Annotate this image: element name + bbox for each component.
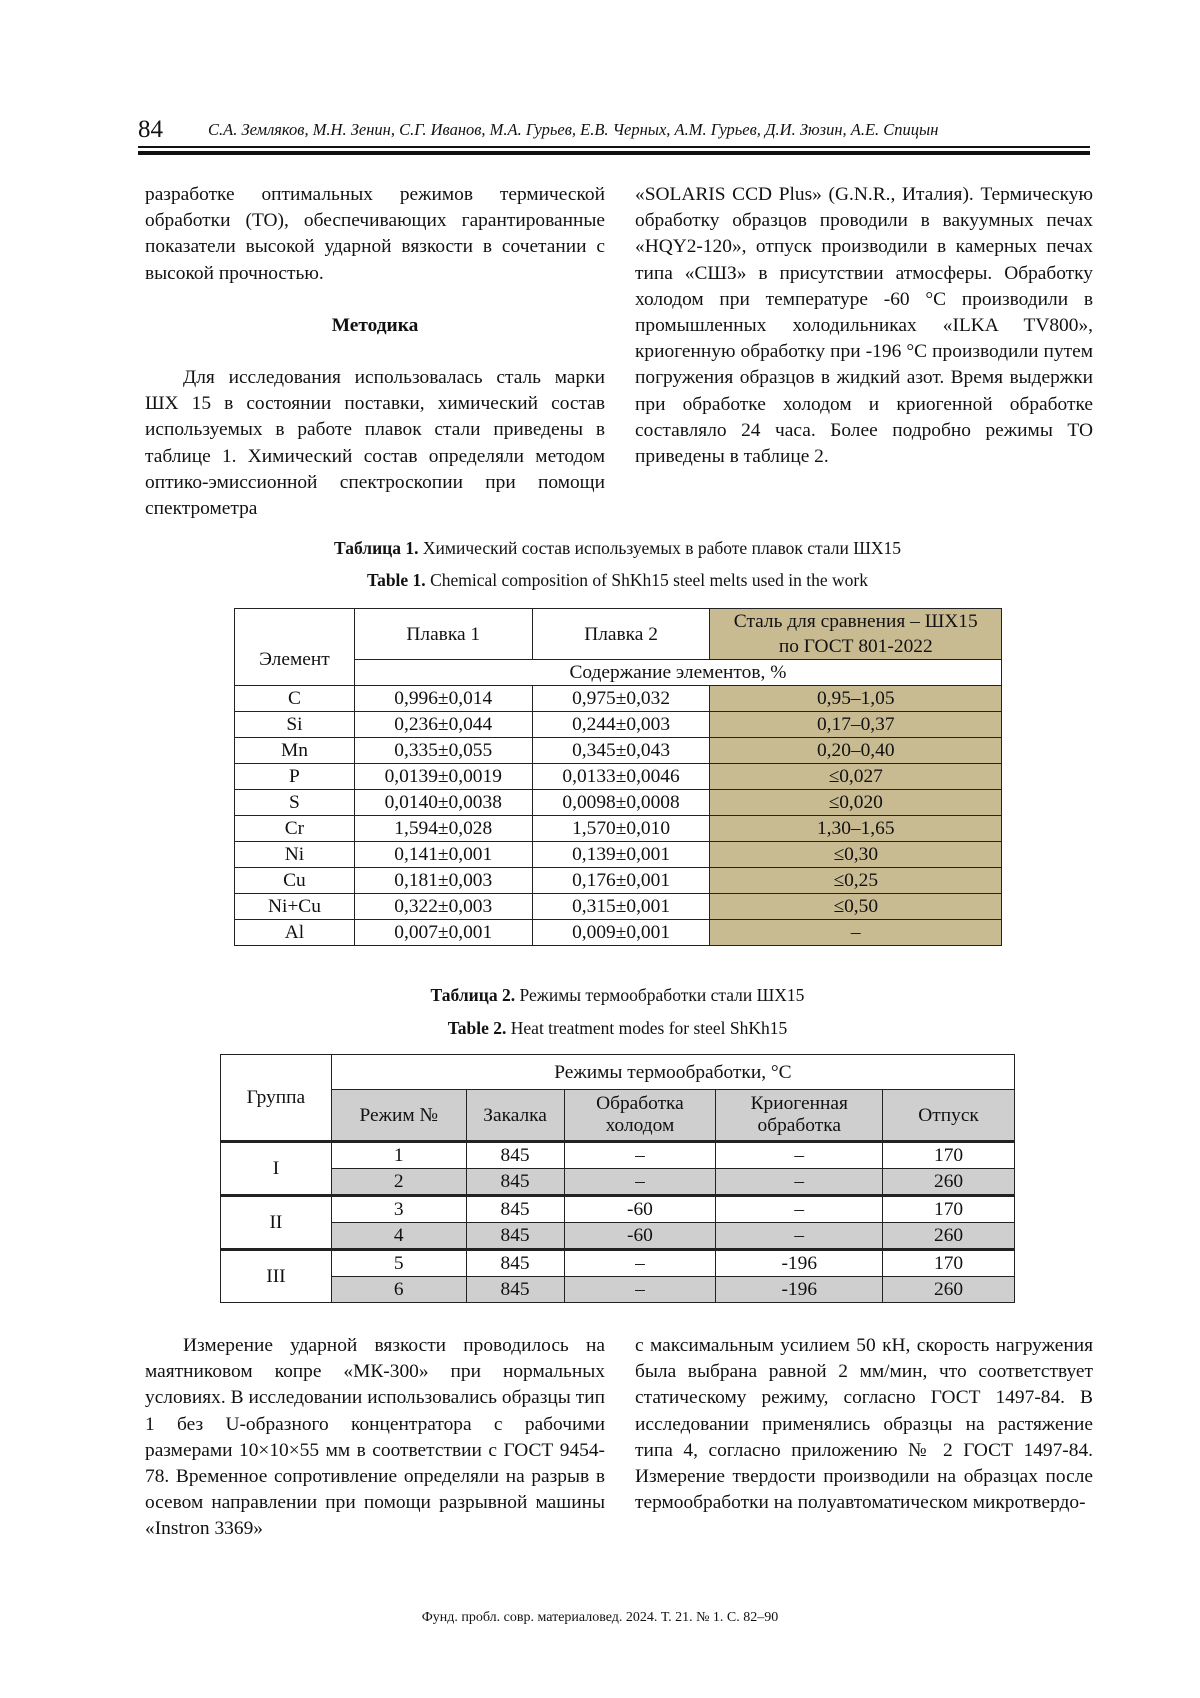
table2-cell-cryo: – bbox=[716, 1196, 883, 1223]
table2-cell-cryo: – bbox=[716, 1223, 883, 1250]
table1-cell-melt1: 0,236±0,044 bbox=[354, 712, 532, 738]
table2-cell-cold: – bbox=[564, 1142, 716, 1169]
table1-cell-element: Si bbox=[235, 712, 355, 738]
table2-cell-quench: 845 bbox=[466, 1223, 564, 1250]
table1-cell-melt2: 0,975±0,032 bbox=[532, 686, 710, 712]
table2-cell-mode: 2 bbox=[331, 1169, 466, 1196]
table1-caption-en: Table 1. Chemical composition of ShKh15 steel melts used in the work bbox=[367, 570, 868, 590]
table1-cell-reference: 0,95–1,05 bbox=[710, 686, 1002, 712]
table2-cell-temper: 260 bbox=[883, 1277, 1015, 1303]
table2-cell-temper: 260 bbox=[883, 1169, 1015, 1196]
table-row bbox=[235, 738, 1002, 764]
running-header-authors: С.А. Земляков, М.Н. Зенин, С.Г. Иванов, М.А. Гурьев, Е.В. Черных, А.М. Гурьев, Д.И. Зюзин, А.Е. Спицын bbox=[208, 120, 939, 139]
table2-cell-cryo: -196 bbox=[716, 1250, 883, 1277]
journal-footer: Фунд. пробл. совр. материаловед. 2024. Т. 21. № 1. С. 82–90 bbox=[421, 1610, 779, 1625]
table1-cell-element: C bbox=[235, 686, 355, 712]
table1-cell-reference: ≤0,50 bbox=[710, 894, 1002, 920]
table2-header-mode: Режим № bbox=[331, 1090, 466, 1142]
table2-cell-group: II bbox=[221, 1196, 332, 1250]
table2-cell-mode: 5 bbox=[331, 1250, 466, 1277]
table1-cell-melt1: 0,0139±0,0019 bbox=[354, 764, 532, 790]
table2-header-quench: Закалка bbox=[466, 1090, 564, 1142]
table1-cell-reference: – bbox=[710, 920, 1002, 946]
table2 bbox=[220, 1054, 1015, 1303]
table1-header-melt2: Плавка 2 bbox=[532, 609, 710, 660]
table1-caption-ru: Таблица 1. Химический состав используемых в работе плавок стали ШХ15 bbox=[333, 538, 902, 558]
table1-cell-melt2: 0,139±0,001 bbox=[532, 842, 710, 868]
table1-cell-element: Cu bbox=[235, 868, 355, 894]
table1-header-reference: Сталь для сравнения – ШХ15 по ГОСТ 801-2022 bbox=[710, 609, 1002, 660]
table-row bbox=[235, 868, 1002, 894]
table2-cell-cold: -60 bbox=[564, 1196, 716, 1223]
running-header bbox=[138, 108, 1090, 148]
table1-cell-melt1: 0,141±0,001 bbox=[354, 842, 532, 868]
table2-cell-mode: 3 bbox=[331, 1196, 466, 1223]
table2-cell-temper: 260 bbox=[883, 1223, 1015, 1250]
table-row bbox=[235, 894, 1002, 920]
table1-cell-reference: ≤0,027 bbox=[710, 764, 1002, 790]
table1-cell-melt1: 1,594±0,028 bbox=[354, 816, 532, 842]
table1-cell-melt2: 0,0098±0,0008 bbox=[532, 790, 710, 816]
table1-cell-reference: 0,17–0,37 bbox=[710, 712, 1002, 738]
table2-cell-temper: 170 bbox=[883, 1142, 1015, 1169]
table2-cell-group: III bbox=[221, 1250, 332, 1303]
table2-cell-mode: 1 bbox=[331, 1142, 466, 1169]
table1-cell-melt1: 0,007±0,001 bbox=[354, 920, 532, 946]
table2-cell-quench: 845 bbox=[466, 1277, 564, 1303]
bottom-right-column bbox=[635, 1333, 1093, 1516]
table-row bbox=[235, 842, 1002, 868]
table1-cell-melt1: 0,335±0,055 bbox=[354, 738, 532, 764]
table-row bbox=[235, 686, 1002, 712]
table2-header-cryo: Криогенная обработка bbox=[716, 1090, 883, 1142]
table2-caption-en: Table 2. Heat treatment modes for steel ShKh15 bbox=[447, 1018, 788, 1038]
table1-cell-melt2: 1,570±0,010 bbox=[532, 816, 710, 842]
table1-cell-reference: 1,30–1,65 bbox=[710, 816, 1002, 842]
table1-cell-melt2: 0,176±0,001 bbox=[532, 868, 710, 894]
table2-cell-quench: 845 bbox=[466, 1169, 564, 1196]
table2-cell-cold: – bbox=[564, 1169, 716, 1196]
table-row bbox=[235, 816, 1002, 842]
table2-header-cold: Обработка холодом bbox=[564, 1090, 716, 1142]
table1-cell-melt2: 0,315±0,001 bbox=[532, 894, 710, 920]
table1-cell-element: Mn bbox=[235, 738, 355, 764]
table1-cell-element: S bbox=[235, 790, 355, 816]
table1-cell-element: Al bbox=[235, 920, 355, 946]
table-row bbox=[221, 1142, 1015, 1169]
table1-cell-reference: ≤0,25 bbox=[710, 868, 1002, 894]
table-row bbox=[235, 790, 1002, 816]
paragraph: Измерение ударной вязкости проводилось на маятниковом копре «МК-300» при нормальных условиях. В исследовании использовались образцы тип 1 без U-образного концентратора с рабочими размерами 10×10×55 мм в соответствии с ГОСТ 9454-78. Временное сопротивление определяли на разрыв в осевом направлении при помощи разрывной машины «Instron 3369» bbox=[145, 1335, 605, 1540]
table-row bbox=[221, 1223, 1015, 1250]
table1-cell-reference: ≤0,020 bbox=[710, 790, 1002, 816]
table-row bbox=[221, 1250, 1015, 1277]
table1-cell-reference: 0,20–0,40 bbox=[710, 738, 1002, 764]
table2-cell-quench: 845 bbox=[466, 1250, 564, 1277]
table1 bbox=[234, 608, 1002, 946]
table2-cell-cold: – bbox=[564, 1277, 716, 1303]
table2-cell-cryo: – bbox=[716, 1142, 883, 1169]
table1-cell-melt1: 0,996±0,014 bbox=[354, 686, 532, 712]
table1-subheader: Содержание элементов, % bbox=[354, 660, 1001, 686]
table-row bbox=[221, 1196, 1015, 1223]
table2-header-span: Режимы термообработки, °С bbox=[331, 1055, 1014, 1090]
top-left-column bbox=[145, 182, 605, 522]
table2-cell-cryo: – bbox=[716, 1169, 883, 1196]
table1-cell-melt2: 0,244±0,003 bbox=[532, 712, 710, 738]
paragraph: разработке оптимальных режимов термической обработки (ТО), обеспечивающих гарантированные показатели высокой ударной вязкости в сочетании с высокой прочностью. bbox=[145, 184, 605, 284]
table1-header-element: Элемент bbox=[235, 609, 355, 686]
table2-cell-quench: 845 bbox=[466, 1196, 564, 1223]
table1-cell-element: Cr bbox=[235, 816, 355, 842]
table2-cell-group: I bbox=[221, 1142, 332, 1196]
header-rule-thin bbox=[138, 146, 1090, 148]
table2-cell-mode: 4 bbox=[331, 1223, 466, 1250]
table2-cell-cold: -60 bbox=[564, 1223, 716, 1250]
table1-cell-element: Ni bbox=[235, 842, 355, 868]
table1-cell-melt1: 0,0140±0,0038 bbox=[354, 790, 532, 816]
paragraph: с максимальным усилием 50 кН, скорость нагружения была выбрана равной 2 мм/мин, что соответствует статическому режиму, согласно ГОСТ 1497-84. В исследовании применялись образцы на растяжение типа 4, согласно приложению № 2 ГОСТ 1497-84. Измерение твердости производили на образцах после термообработки на полуавтоматическом микротвердо- bbox=[635, 1335, 1093, 1514]
paragraph: Для исследования использовалась сталь марки ШХ 15 в состоянии поставки, химический состав используемых в работе плавок стали приведены в таблице 1. Химический состав определяли методом оптико-эмиссионной спектроскопии при помощи спектрометра bbox=[145, 367, 605, 520]
table-row bbox=[235, 920, 1002, 946]
table1-cell-element: Ni+Cu bbox=[235, 894, 355, 920]
table2-caption-ru: Таблица 2. Режимы термообработки стали ШХ15 bbox=[430, 985, 805, 1005]
table2-cell-quench: 845 bbox=[466, 1142, 564, 1169]
table2-header-group: Группа bbox=[221, 1055, 332, 1142]
header-rule-thick bbox=[138, 151, 1090, 155]
table1-cell-melt2: 0,0133±0,0046 bbox=[532, 764, 710, 790]
table1-header-melt1: Плавка 1 bbox=[354, 609, 532, 660]
section-heading: Методика bbox=[331, 314, 419, 336]
table2-cell-cryo: -196 bbox=[716, 1277, 883, 1303]
table2-cell-temper: 170 bbox=[883, 1196, 1015, 1223]
table1-cell-melt2: 0,345±0,043 bbox=[532, 738, 710, 764]
table2-cell-cold: – bbox=[564, 1250, 716, 1277]
table1-cell-element: P bbox=[235, 764, 355, 790]
table1-cell-melt1: 0,181±0,003 bbox=[354, 868, 532, 894]
table1-cell-reference: ≤0,30 bbox=[710, 842, 1002, 868]
table2-cell-mode: 6 bbox=[331, 1277, 466, 1303]
top-right-column bbox=[635, 182, 1093, 470]
table-row bbox=[221, 1277, 1015, 1303]
paragraph: «SOLARIS CCD Plus» (G.N.R., Италия). Термическую обработку образцов проводили в вакуумных печах «HQY2-120», отпуск производили в камерных печах типа «СШЗ» в присутствии атмосферы. Обработку холодом при температуре -60 °С производили в промышленных холодильниках «ILKA TV800», криогенную обработку при -196 °С производили путем погружения образцов в жидкий азот. Время выдержки при обработке холодом и криогенной обработке составляло 24 часа. Более подробно режимы ТО приведены в таблице 2. bbox=[635, 184, 1093, 468]
table-row bbox=[221, 1169, 1015, 1196]
table2-cell-temper: 170 bbox=[883, 1250, 1015, 1277]
table-row bbox=[235, 712, 1002, 738]
table-row bbox=[235, 764, 1002, 790]
table1-cell-melt2: 0,009±0,001 bbox=[532, 920, 710, 946]
bottom-left-column bbox=[145, 1333, 605, 1543]
table1-cell-melt1: 0,322±0,003 bbox=[354, 894, 532, 920]
table2-header-temper: Отпуск bbox=[883, 1090, 1015, 1142]
page-number: 84 bbox=[138, 116, 163, 143]
